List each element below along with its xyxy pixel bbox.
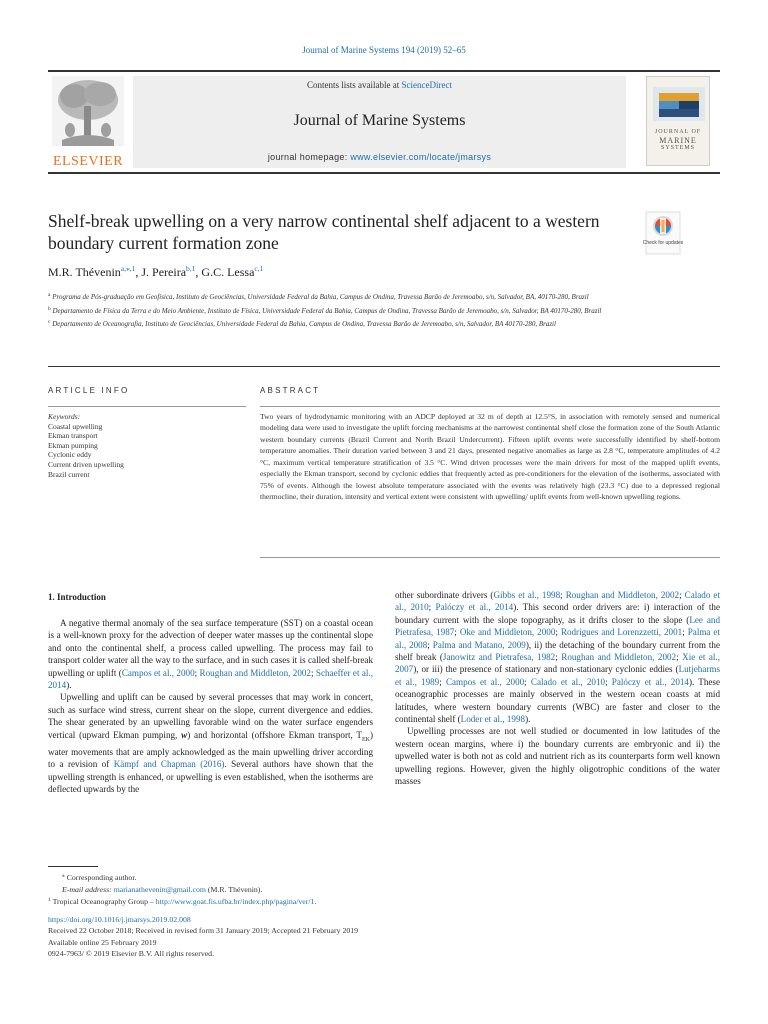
reference-link[interactable]: Palóczy et al., 2014: [611, 676, 689, 687]
author-affiliation-mark[interactable]: b,1: [186, 264, 196, 273]
body-paragraph: [48, 617, 373, 691]
reference-link[interactable]: Lee and Pietrafesa, 1987: [395, 614, 721, 638]
email-link[interactable]: marianathevenin@gmail.com: [113, 884, 206, 894]
affiliation: [48, 304, 648, 317]
body-column-right: [395, 589, 720, 788]
email-note: [48, 884, 468, 896]
affiliation-text: Programa de Pós-graduação em Geofísica, Instituto de Geociências, Universidade Federal da Bahia, Campus de Ondina, Travessa Barão de Jeremoabo, s/n, Salvador, BA, 40170-280, Brazil: [52, 293, 589, 301]
article-info-subrule: [48, 406, 246, 407]
ref-separator: ;: [676, 652, 683, 663]
reference-link[interactable]: Kämpf and Chapman (2016): [113, 759, 225, 770]
reference-link[interactable]: Palma et al., 2008: [395, 627, 720, 650]
ref-separator: ;: [679, 590, 685, 600]
body-text: ) water movements that are amply acknowledged as the main upwelling driver according to a revision of: [48, 729, 373, 770]
footnote-text: (M.R. Thévenin).: [205, 884, 263, 894]
abstract-end-rule: [260, 557, 720, 558]
affiliation-text: Departamento de Oceanografia, Instituto de Geociências, Universidade Federal da Bahia, Campus de Ondina, Travessa Barão de Jeremoabo, s/n, Salvador, BA 40170-280, Brazil: [52, 320, 556, 328]
footnote-mark: ⁎: [62, 873, 65, 879]
reference-link[interactable]: Roughan and Middleton, 2002: [561, 652, 677, 663]
subscript: EK: [361, 736, 370, 743]
journal-homepage: [133, 152, 626, 162]
author-affiliation-mark[interactable]: c,1: [254, 264, 264, 273]
body-text: ). These oceanographic processes are mainly observed in the western ocean coasts at mid latitudes, where western boundary currents (WBC) are faster and closer to the continental shelf (: [395, 676, 720, 725]
journal-cover[interactable]: [636, 76, 720, 168]
contents-line: [133, 80, 626, 90]
author-separator: ,: [195, 265, 202, 279]
reference-link[interactable]: Calado et al., 2010: [530, 676, 606, 687]
author-name[interactable]: M.R. Thévenin: [48, 265, 121, 279]
cover-title: [647, 129, 709, 152]
reference-link[interactable]: Calado et al., 2010: [395, 590, 720, 613]
affiliation-mark: a: [48, 292, 51, 298]
body-paragraph: [48, 691, 373, 795]
body-column-left: [48, 617, 373, 796]
affiliation-mark: c: [48, 319, 51, 325]
reference-link[interactable]: Schaeffer et al., 2014: [48, 667, 373, 691]
ref-separator: ;: [427, 639, 433, 650]
reference-link[interactable]: Janowitz and Pietrafesa, 1982: [442, 652, 556, 663]
article-metadata: [48, 914, 548, 960]
journal-banner: [133, 76, 626, 168]
author-name[interactable]: G.C. Lessa: [201, 265, 255, 279]
reference-link[interactable]: Lutjeharms et al., 1989: [395, 664, 720, 687]
ref-separator: ;: [555, 652, 562, 663]
journal-title: Journal of Marine Systems: [293, 112, 466, 129]
reference-link[interactable]: Palma and Matano, 2009: [432, 639, 526, 650]
header-top-rule: [48, 70, 720, 72]
author-list: [48, 264, 263, 280]
reference-link[interactable]: Gibbs et al., 1998: [493, 590, 561, 600]
cover-title-line: MARINE: [659, 136, 697, 145]
ref-separator: ;: [682, 627, 688, 638]
reference-link[interactable]: Roughan and Middleton, 2002: [199, 667, 311, 678]
keyword-item: Ekman pumping: [48, 440, 98, 450]
elsevier-logo[interactable]: [48, 76, 128, 168]
ref-separator: ;: [310, 667, 316, 678]
footnotes: [48, 871, 468, 908]
abstract-text: Two years of hydrodynamic monitoring with an ADCP deployed at 32 m of depth at 12.5°S, in association with remotely sensed and numerical modeling data were used to investigate the uplift forcing mechanisms at the narrowest continental shelf close the formation zone of the South Atlantic western boundary currents (Brazil Current and North Brazil Undercurrent). Fifteen uplift events were successfully identified by shelf-bottom temperature anomalies. Their duration varied between 3 and 21 days, presented negative anomalies as large as 2.8 °C, temperature amplitudes of 4.2 °C, maximum vertical temperature stratification of 3.5 °C. Wind driven processes were the main drivers for most of the mapped uplift events, especially the Ekman transport, second by cyclonic eddies that frequently acted as pre-conditioners for the elevation of the isotherms, associated with 75% of events. Although the lowest absolute temperature associated with the events was relatively high (23.3 °C) due to a depressed regional thermocline, their duration, intensity and vertical extent were consistent with upwelling/ uplift events from well-known upwelling regions.: [260, 412, 720, 502]
corresponding-author-note: [48, 871, 468, 884]
cover-art-icon: [653, 87, 705, 121]
body-text: ).: [66, 680, 72, 691]
footnote-mark: 1: [48, 897, 51, 903]
affiliation: [48, 290, 648, 303]
ref-separator: ;: [428, 602, 436, 613]
body-text: ) and horizontal (offshore Ekman transport, T: [187, 729, 362, 740]
ref-separator: ;: [555, 627, 561, 638]
footnote-text: Tropical Oceanography Group –: [52, 897, 156, 906]
reference-link[interactable]: Loder et al., 1998: [460, 714, 526, 725]
sciencedirect-link[interactable]: ScienceDirect: [401, 80, 452, 90]
footnote-rule: [48, 866, 98, 867]
keywords-block: [48, 412, 246, 479]
ref-separator: ;: [524, 676, 531, 687]
doi-link[interactable]: https://doi.org/10.1016/j.jmarsys.2019.02.008: [48, 915, 191, 924]
reference-link[interactable]: Rodrigues and Lorenzzetti, 2001: [560, 627, 683, 638]
section-heading-introduction: 1. Introduction: [48, 592, 106, 602]
reference-link[interactable]: Campos et al., 2000: [445, 676, 525, 687]
reference-link[interactable]: Palóczy et al., 2014: [435, 602, 514, 613]
body-text: Upwelling and uplift can be caused by several processes that may work in concert, such as surface wind stress, current shear on the slope, current divergence and eddies. The shear generated by an upwelling favorable wind on the water surface engenders vertical (upward Ekman pumping,: [48, 692, 373, 740]
journal-citation[interactable]: Journal of Marine Systems 194 (2019) 52–65: [302, 45, 466, 55]
ref-separator: ;: [439, 676, 446, 687]
abstract-subrule: [260, 406, 720, 407]
abstract-heading: ABSTRACT: [260, 386, 321, 395]
body-paragraph: [395, 589, 720, 725]
copyright: 0924-7963/ © 2019 Elsevier B.V. All rights reserved.: [48, 949, 215, 959]
symbol-w: w: [181, 729, 188, 740]
affiliation-text: Departamento de Física da Terra e do Meio Ambiente, Instituto de Física, Universidade Federal da Bahia, Campus de Ondina, Travessa Barão de Jeremoabo, s/n, Salvador, BA 40170-280, Brazil: [52, 306, 602, 315]
body-text: ), ii) the detaching of the boundary current from the shelf break (: [395, 639, 721, 663]
cover-title-line: JOURNAL OF: [654, 129, 702, 135]
article-title: Shelf-break upwelling on a very narrow continental shelf adjacent to a western boundary current formation zone: [48, 211, 600, 253]
body-text: ).: [525, 714, 531, 725]
cover-title-line: SYSTEMS: [660, 145, 695, 151]
email-label: E-mail address:: [62, 884, 114, 894]
elsevier-tree-icon: [52, 76, 124, 146]
author-name[interactable]: J. Pereira: [141, 265, 187, 279]
header-bottom-rule: [48, 172, 720, 174]
check-for-updates-button[interactable]: [642, 212, 684, 254]
reference-link[interactable]: Roughan and Middleton, 2002: [565, 590, 680, 600]
keyword-item: Current driven upwelling: [48, 459, 124, 469]
author-separator: ,: [135, 265, 142, 279]
reference-link[interactable]: Xie et al., 2007: [395, 652, 720, 675]
contents-prefix: Contents lists available at: [307, 80, 402, 90]
keyword-item: Coastal upwelling: [48, 421, 103, 431]
body-paragraph: Upwelling processes are not well studied or documented in low latitudes of the western ocean margins, where i) the boundary currents are embryonic and ii) the upwelled water is both not as cold and nutrient rich as its counterparts form well known upwelling regions. However, given the highly oligotrophic conditions of the water masses: [395, 726, 720, 787]
reference-link[interactable]: Oke and Middleton, 2000: [459, 627, 556, 638]
article-dates: Received 22 October 2018; Received in revised form 31 January 2019; Accepted 21 February 2019: [48, 926, 359, 936]
ref-separator: ;: [454, 627, 460, 638]
affiliation-mark: b: [48, 305, 51, 312]
homepage-prefix: journal homepage:: [267, 152, 351, 162]
crossmark-label: Check for updates: [642, 240, 684, 246]
homepage-link[interactable]: www.elsevier.com/locate/jmarsys: [350, 152, 492, 162]
article-info-heading: ARTICLE INFO: [48, 386, 130, 395]
keyword-item: Cyclonic eddy: [48, 450, 92, 460]
body-text: ), or iii) the presence of stationary and non-stationary cyclonic eddies (: [413, 664, 679, 675]
body-text: A negative thermal anomaly of the sea surface temperature (SST) on a coastal ocean is a well-known proxy for the advection of deeper water masses up the continental slope and onto the continental shelf, a process called upwelling. The process may fail to transport colder water all the way to the surface, and in such cases it is called shelf-break upwelling or uplift (: [48, 618, 373, 678]
keyword-item: Brazil current: [48, 469, 90, 479]
elsevier-wordmark: ELSEVIER: [52, 154, 124, 169]
group-website-link[interactable]: http://www.goat.fis.ufba.br/index.php/pagina/ver/1: [155, 897, 315, 906]
author-affiliation-mark[interactable]: a,⁎,1: [120, 264, 136, 273]
reference-link[interactable]: Campos et al., 2000: [121, 667, 195, 678]
keywords-title: Keywords:: [48, 412, 81, 421]
ref-separator: ;: [560, 590, 566, 600]
journal-cover-image: [646, 76, 710, 166]
affiliation: [48, 317, 648, 330]
keyword-item: Ekman transport: [48, 431, 98, 441]
ref-separator: ;: [194, 667, 200, 678]
affiliations: [48, 290, 648, 331]
body-text: ). This second order drivers are: i) interaction of the boundary current with the slope topography, as it drifts closer to the slope (: [395, 602, 720, 625]
body-text: . Several authors have shown that the upwelling strength is enhanced, or upwelling is even established, when the isotherms are deflected upwards by the: [48, 759, 373, 795]
crossmark-icon: [642, 212, 684, 254]
available-online: Available online 25 February 2019: [48, 937, 157, 947]
footnote-text: .: [314, 897, 317, 906]
footnote-text: Corresponding author.: [66, 873, 137, 882]
article-info-rule: [48, 366, 720, 367]
footnote-1: [48, 895, 468, 908]
body-text: other subordinate drivers (: [395, 590, 494, 600]
ref-separator: ;: [605, 676, 612, 687]
journal-header: [48, 68, 720, 168]
